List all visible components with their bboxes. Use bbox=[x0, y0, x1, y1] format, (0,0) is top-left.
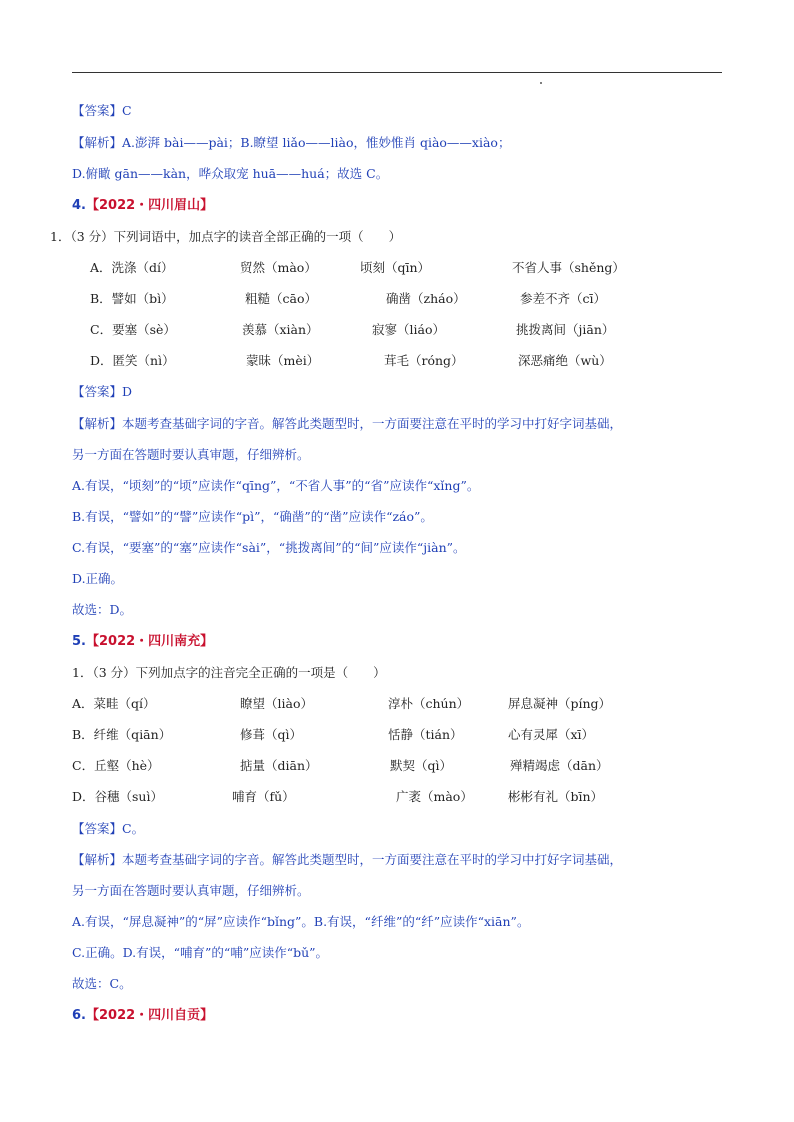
sec4-analysis-3: A.有误，“顷刻”的“顷”应读作“qīng”，“不省人事”的“省”应读作“xǐng”。 bbox=[72, 478, 480, 493]
analysis-label: 【解析】 bbox=[72, 416, 123, 431]
sec4-option-c4: 挑拨离间（jiān） bbox=[516, 322, 615, 337]
sec5-analysis-1 bbox=[72, 851, 622, 869]
sec5-option-d4: 彬彬有礼（bīn） bbox=[508, 789, 604, 804]
sec5-option-c4: 殚精竭虑（dān） bbox=[510, 758, 609, 773]
sec4-option-d4: 深恶痛绝（wù） bbox=[518, 353, 612, 368]
heading-tag: 【2022・四川自贡】 bbox=[85, 1008, 214, 1023]
sec4-option-a2: 贸然（mào） bbox=[240, 260, 317, 275]
sec4-option-a4: 不省人事（shěng） bbox=[512, 260, 625, 275]
sec4-option-b1: B．譬如（bì） bbox=[90, 291, 174, 306]
sec5-option-c3: 默契（qì） bbox=[390, 758, 452, 773]
sec5-option-a4: 屏息凝神（píng） bbox=[508, 696, 612, 711]
sec5-answer bbox=[72, 820, 144, 838]
sec5-option-d1: D．谷穗（suì） bbox=[72, 789, 163, 804]
sec6-heading bbox=[72, 1007, 213, 1025]
sec5-option-a3: 淳朴（chún） bbox=[388, 696, 470, 711]
sec4-option-d3: 茸毛（róng） bbox=[384, 353, 464, 368]
sec4-question: 1．（3 分）下列词语中，加点字的读音全部正确的一项（ ） bbox=[50, 229, 402, 244]
sec4-option-b4: 参差不齐（cī） bbox=[520, 291, 606, 306]
analysis-label: 【解析】 bbox=[72, 135, 123, 150]
sec4-option-b2: 粗糙（cāo） bbox=[245, 291, 317, 306]
sec5-option-b1: B．纤维（qiān） bbox=[72, 727, 172, 742]
sec5-option-a2: 瞭望（liào） bbox=[240, 696, 313, 711]
sec3-analysis-1 bbox=[72, 134, 510, 152]
sec4-option-d1: D．匿笑（nì） bbox=[90, 353, 175, 368]
analysis-text: 本题考查基础字词的字音。解答此类题型时，一方面要注意在平时的学习中打好字词基础， bbox=[122, 416, 623, 431]
sec4-option-c3: 寂寥（liáo） bbox=[372, 322, 445, 337]
sec4-option-a1: A．洗涤（dí） bbox=[90, 260, 174, 275]
sec4-answer bbox=[72, 383, 132, 401]
header-rule bbox=[72, 72, 722, 73]
sec5-option-d2: 哺育（fǔ） bbox=[232, 789, 295, 804]
analysis-label: 【解析】 bbox=[72, 852, 123, 867]
sec4-option-c2: 羡慕（xiàn） bbox=[242, 322, 319, 337]
sec4-analysis-6: D.正确。 bbox=[72, 571, 124, 586]
heading-number: 5. bbox=[72, 634, 86, 649]
heading-number: 4. bbox=[72, 198, 86, 213]
sec5-question: 1．（3 分）下列加点字的注音完全正确的一项是（ ） bbox=[72, 665, 386, 680]
heading-number: 6. bbox=[72, 1008, 86, 1023]
heading-tag: 【2022・四川南充】 bbox=[85, 634, 214, 649]
sec4-option-c1: C．要塞（sè） bbox=[90, 322, 176, 337]
sec4-analysis-5: C.有误，“要塞”的“塞”应读作“sài”，“挑拨离间”的“间”应读作“jiàn”。 bbox=[72, 540, 466, 555]
answer-value: C。 bbox=[122, 821, 145, 836]
sec4-heading bbox=[72, 197, 213, 215]
sec5-analysis-5: 故选：C。 bbox=[72, 976, 132, 991]
sec4-analysis-7: 故选：D。 bbox=[72, 602, 133, 617]
sec4-analysis-1 bbox=[72, 415, 622, 433]
answer-label: 【答案】 bbox=[72, 384, 123, 399]
sec4-option-b3: 确凿（zháo） bbox=[386, 291, 466, 306]
sec3-answer bbox=[72, 102, 132, 120]
sec5-option-c1: C．丘壑（hè） bbox=[72, 758, 160, 773]
heading-tag: 【2022・四川眉山】 bbox=[85, 198, 214, 213]
sec3-analysis-2: D.俯瞰 gān——kàn，哗众取宠 huā——huá；故选 C。 bbox=[72, 166, 389, 181]
header-dot bbox=[540, 82, 542, 84]
sec5-analysis-4: C.正确。D.有误，“哺育”的“哺”应读作“bǔ”。 bbox=[72, 945, 329, 960]
answer-value: D bbox=[122, 384, 133, 399]
sec5-heading bbox=[72, 633, 213, 651]
sec5-option-b4: 心有灵犀（xī） bbox=[508, 727, 595, 742]
sec4-analysis-4: B.有误，“譬如”的“譬”应读作“pì”，“确凿”的“凿”应读作“záo”。 bbox=[72, 509, 433, 524]
answer-label: 【答案】 bbox=[72, 821, 123, 836]
sec5-analysis-2: 另一方面在答题时要认真审题，仔细辨析。 bbox=[72, 883, 310, 898]
sec4-option-a3: 顷刻（qīn） bbox=[360, 260, 431, 275]
sec5-option-b2: 修葺（qì） bbox=[240, 727, 302, 742]
answer-value: C bbox=[122, 103, 132, 118]
sec4-analysis-2: 另一方面在答题时要认真审题，仔细辨析。 bbox=[72, 447, 310, 462]
answer-label: 【答案】 bbox=[72, 103, 123, 118]
sec5-analysis-3: A.有误，“屏息凝神”的“屏”应读作“bǐng”。B.有误，“纤维”的“纤”应读作“xiān”。 bbox=[72, 914, 530, 929]
sec5-option-b3: 恬静（tián） bbox=[388, 727, 463, 742]
sec5-option-a1: A．菜畦（qí） bbox=[72, 696, 156, 711]
sec5-option-c2: 掂量（diān） bbox=[240, 758, 318, 773]
analysis-text: A.澎湃 bài——pài；B.瞭望 liǎo——liào，惟妙惟肖 qiào——xiào； bbox=[122, 135, 511, 150]
analysis-text: 本题考查基础字词的字音。解答此类题型时，一方面要注意在平时的学习中打好字词基础， bbox=[122, 852, 623, 867]
sec5-option-d3: 广袤（mào） bbox=[396, 789, 473, 804]
sec4-option-d2: 蒙昧（mèi） bbox=[246, 353, 320, 368]
